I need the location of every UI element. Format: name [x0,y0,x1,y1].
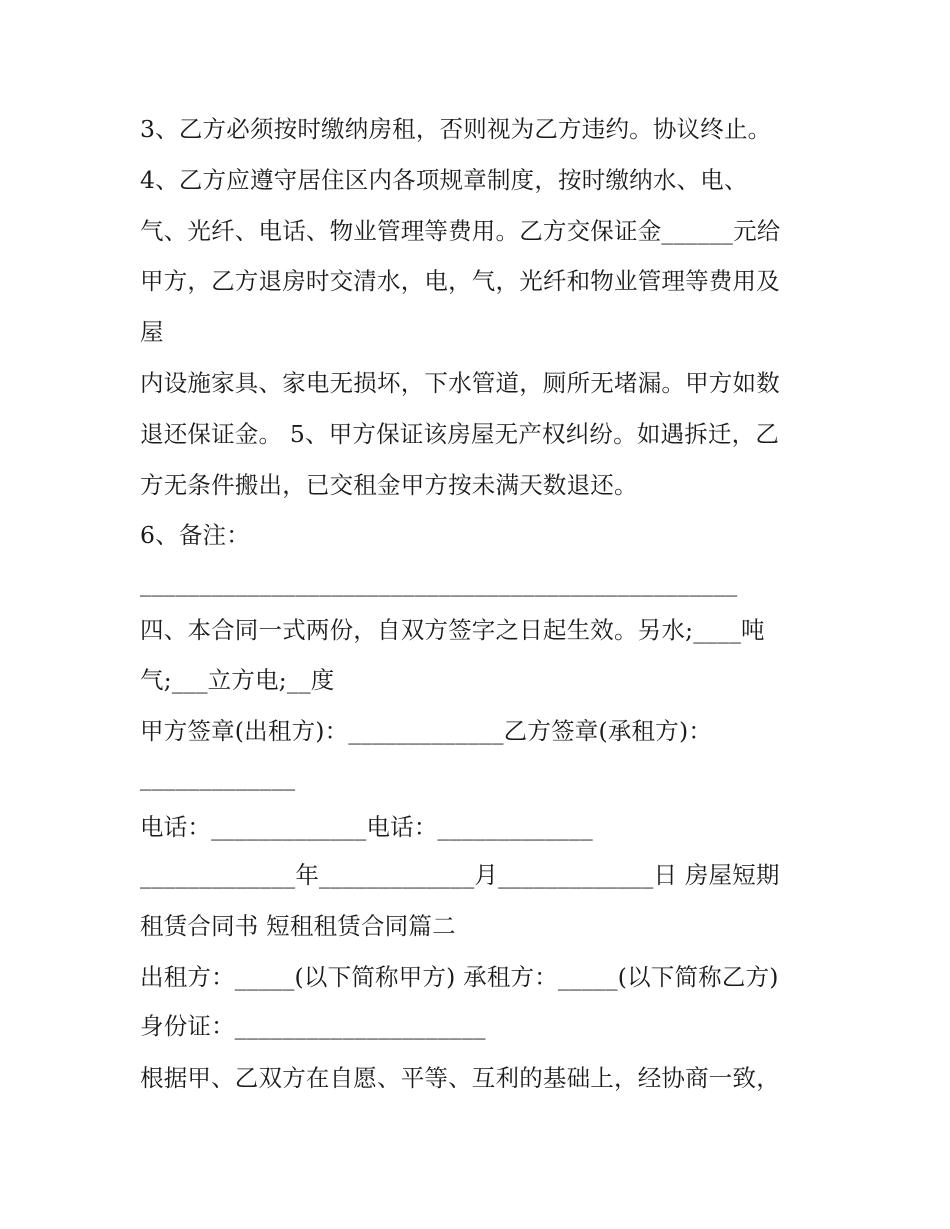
clause-4-line-3: 甲方，乙方退房时交清水，电，气，光纤和物业管理等费用及 [140,267,780,295]
clause-4-line-4: 屋 [140,318,164,346]
document-title-line: 租赁合同书 短租租赁合同篇二 [140,912,456,940]
clause-4-line-5: 内设施家具、家电无损坏，下水管道，厕所无堵漏。甲方如数 [140,369,780,397]
phone-line: 电话：_____________电话：_____________ [140,813,593,841]
section-4-line-2: 气;___立方电;__度 [140,666,335,694]
section-4-line-1: 四、本合同一式两份，自双方签字之日起生效。另水;____吨 [140,616,765,644]
clause-4-line-2: 气、光纤、电话、物业管理等费用。乙方交保证金______元给 [140,217,781,245]
clause-5-line-2: 方无条件搬出，已交租金甲方按未满天数退还。 [140,471,638,499]
clause-4-line-1: 4、乙方应遵守居住区内各项规章制度，按时缴纳水、电、 [140,166,748,194]
signature-blank-line: _____________ [140,763,296,791]
clause-3-line: 3、乙方必须按时缴纳房租，否则视为乙方违约。协议终止。 [140,115,772,143]
id-card-line: 身份证：_____________________ [140,1012,486,1040]
preamble-line: 根据甲、乙双方在自愿、平等、互利的基础上，经协商一致， [140,1064,780,1092]
clause-6-remarks: 6、备注： [140,521,250,549]
parties-line: 出租方：_____(以下简称甲方) 承租方：_____(以下简称乙方) [140,963,779,991]
date-line: _____________年_____________月_____________日 房屋短期 [140,861,780,889]
signature-line: 甲方签章(出租方)：_____________乙方签章(承租方)： [140,717,713,745]
remarks-blank-line: __________________________________________________ [140,569,738,597]
clause-5-line-1: 退还保证金。 5、甲方保证该房屋无产权纠纷。如遇拆迁，乙 [140,420,780,448]
